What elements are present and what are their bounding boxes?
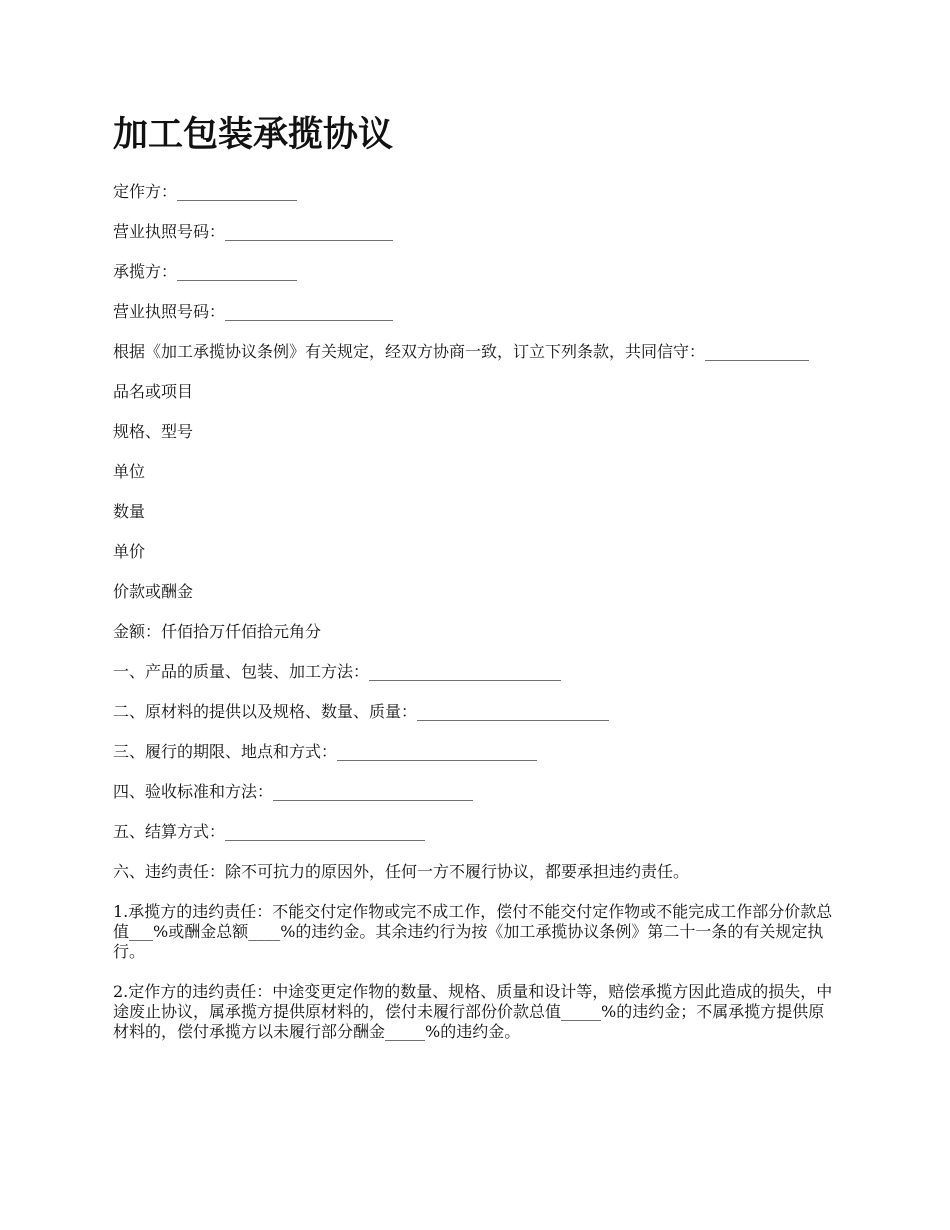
party-b-license-line: 营业执照号码：_____________________ [113, 302, 394, 321]
document-page [113, 108, 839, 1062]
clause-4: 四、验收标准和方法：_________________________ [113, 782, 474, 801]
party-a-line: 定作方：_______________ [113, 182, 298, 201]
document-title: 加工包装承揽协议 [113, 114, 394, 155]
clause-5: 五、结算方式：_________________________ [113, 822, 426, 841]
unit-label: 单位 [113, 462, 146, 481]
item-name-label: 品名或项目 [113, 382, 194, 401]
clause-6: 六、违约责任：除不可抗力的原因外，任何一方不履行协议，都要承担违约责任。 [113, 862, 690, 881]
clause-6-1: 1.承揽方的违约责任：不能交付定作物或完不成工作，偿付不能交付定作物或不能完成工作部分价款总值___%或酬金总额____%的违约金。其余违约行为按《加工承揽协议条例》第二十一条的有关规定执行。 [113, 902, 833, 961]
preamble-paragraph: 根据《加工承揽协议条例》有关规定，经双方协商一致，订立下列条款，共同信守：_____________ [113, 342, 810, 361]
party-a-license-line: 营业执照号码：_____________________ [113, 222, 394, 241]
party-b-line: 承揽方：_______________ [113, 262, 298, 281]
unit-price-label: 单价 [113, 542, 146, 561]
amount-line: 金额：仟佰拾万仟佰拾元角分 [113, 622, 322, 641]
quantity-label: 数量 [113, 502, 146, 521]
price-or-fee-label: 价款或酬金 [113, 582, 194, 601]
clause-3: 三、履行的期限、地点和方式：_________________________ [113, 742, 538, 761]
clause-6-2: 2.定作方的违约责任：中途变更定作物的数量、规格、质量和设计等，赔偿承揽方因此造成的损失，中途废止协议，属承揽方提供原材料的，偿付未履行部份价款总值_____%的违约金；不属承揽方提供原材料的，偿付承揽方以未履行部分酬金_____%的违约金。 [113, 982, 833, 1041]
clause-1: 一、产品的质量、包装、加工方法：________________________ [113, 662, 562, 681]
clause-2: 二、原材料的提供以及规格、数量、质量：________________________ [113, 702, 610, 721]
spec-model-label: 规格、型号 [113, 422, 194, 441]
